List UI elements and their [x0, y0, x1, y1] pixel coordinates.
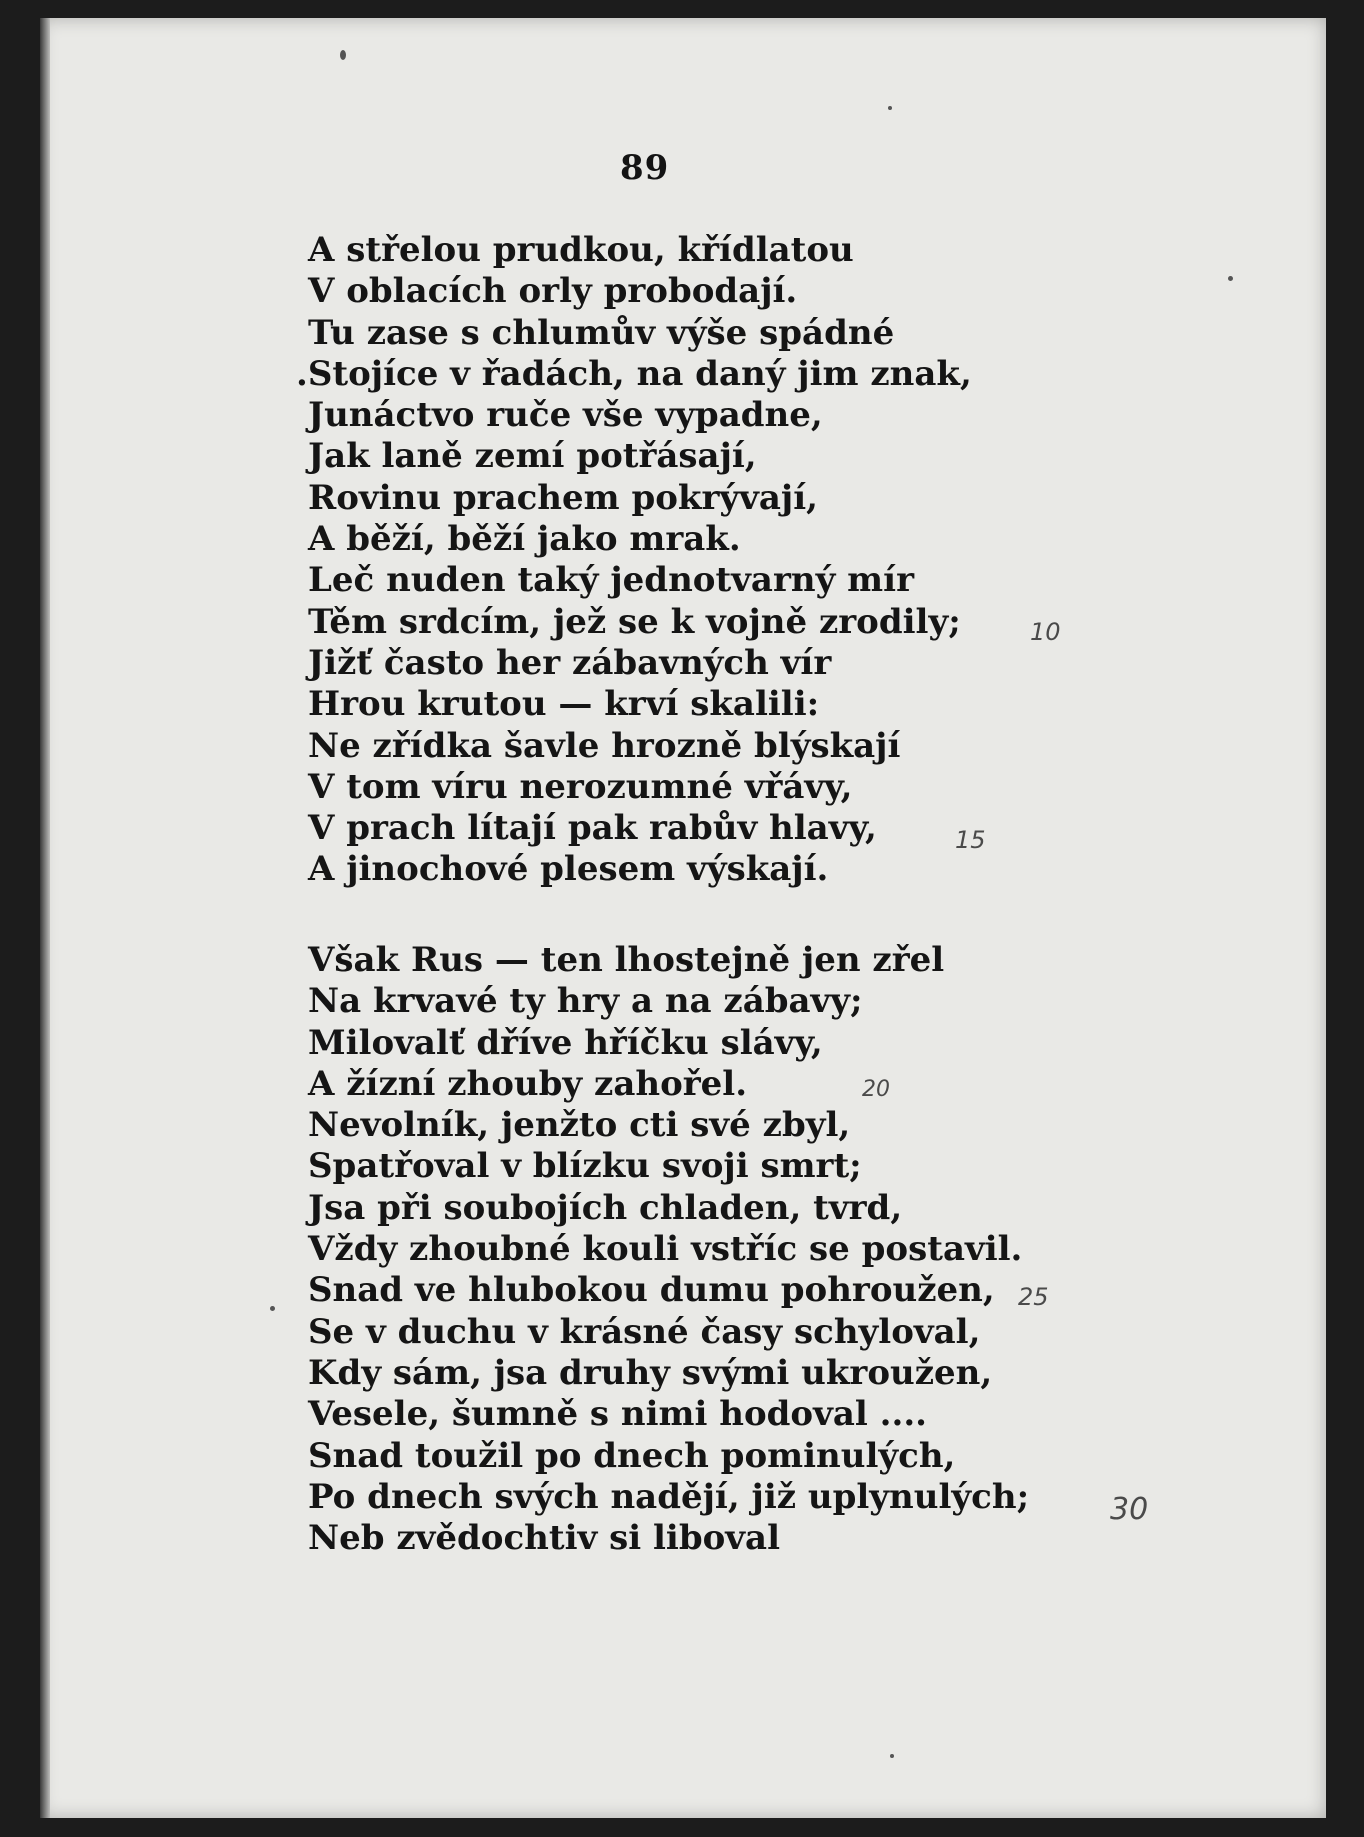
poem-line: Však Rus — ten lhostejně jen zřel: [308, 940, 945, 980]
margin-line-number: 20: [862, 1077, 890, 1102]
poem-line: Kdy sám, jsa druhy svými ukroužen,: [308, 1352, 993, 1393]
paper-speck: [340, 50, 346, 60]
paper-speck: [890, 1754, 894, 1758]
poem-line: A žízní zhouby zahořel.: [308, 1063, 748, 1104]
poem-line: Rovinu prachem pokrývají,: [308, 477, 818, 518]
paper-speck: [270, 1306, 275, 1311]
poem-line: Ne zřídka šavle hrozně blýskají: [308, 725, 901, 766]
poem-line: Jižť často her zábavných vír: [308, 642, 832, 683]
poem-line: Snad ve hlubokou dumu pohroužen,: [308, 1270, 995, 1311]
poem-line: V prach lítají pak rabův hlavy,: [308, 808, 877, 849]
margin-line-number: 25: [1018, 1283, 1049, 1311]
poem-line: Jsa při soubojích chladen, tvrd,: [308, 1187, 903, 1228]
poem-stanza-2: [308, 940, 1029, 1559]
poem-line: Tu zase s chlumův výše spádné: [308, 312, 895, 353]
poem-line: Milovalť dříve hříčku slávy,: [308, 1022, 823, 1063]
poem-line: A jinochové plesem výskají.: [308, 849, 829, 890]
poem-line: Hrou krutou — krví skalili:: [308, 684, 820, 725]
poem-line: Jak laně zemí potřásají,: [308, 436, 757, 477]
poem-line: A běží, běží jako mrak.: [308, 519, 741, 560]
poem-stanza-1: [296, 230, 972, 891]
page-spine-shadow: [40, 18, 50, 1818]
paper-speck: [1228, 276, 1233, 281]
margin-line-number: 10: [1030, 618, 1061, 646]
poem-line: Se v duchu v krásné časy schyloval,: [308, 1311, 981, 1352]
poem-line: Těm srdcím, jež se k vojně zrodily;: [308, 601, 961, 642]
poem-line: Neb zvědochtiv si liboval: [308, 1518, 780, 1559]
poem-line: Po dnech svých nadějí, již uplynulých;: [308, 1476, 1030, 1517]
poem-line: Snad toužil po dnech pominulých,: [308, 1435, 956, 1476]
poem-line: .Stojíce v řadách, na daný jim znak,: [296, 353, 972, 394]
margin-line-number: 30: [1110, 1492, 1149, 1527]
paper-speck: [888, 106, 892, 110]
poem-line: Nevolník, jenžto cti své zbyl,: [308, 1105, 851, 1146]
poem-line: Vždy zhoubné kouli vstříc se postavil.: [308, 1229, 1023, 1270]
poem-line: V tom víru nerozumné vřávy,: [308, 766, 853, 807]
margin-line-number: 15: [955, 826, 986, 854]
poem-line: Junáctvo ruče vše vypadne,: [308, 395, 823, 436]
poem-line: Leč nuden taký jednotvarný mír: [308, 560, 914, 601]
poem-line: Na krvavé ty hry a na zábavy;: [308, 981, 863, 1022]
page-number: 89: [620, 148, 670, 188]
poem-line: Spatřoval v blízku svoji smrt;: [308, 1146, 862, 1187]
poem-line: Vesele, šumně s nimi hodoval ....: [308, 1394, 927, 1435]
poem-line: A střelou prudkou, křídlatou: [308, 230, 854, 270]
poem-line: V oblacích orly probodají.: [308, 271, 798, 312]
